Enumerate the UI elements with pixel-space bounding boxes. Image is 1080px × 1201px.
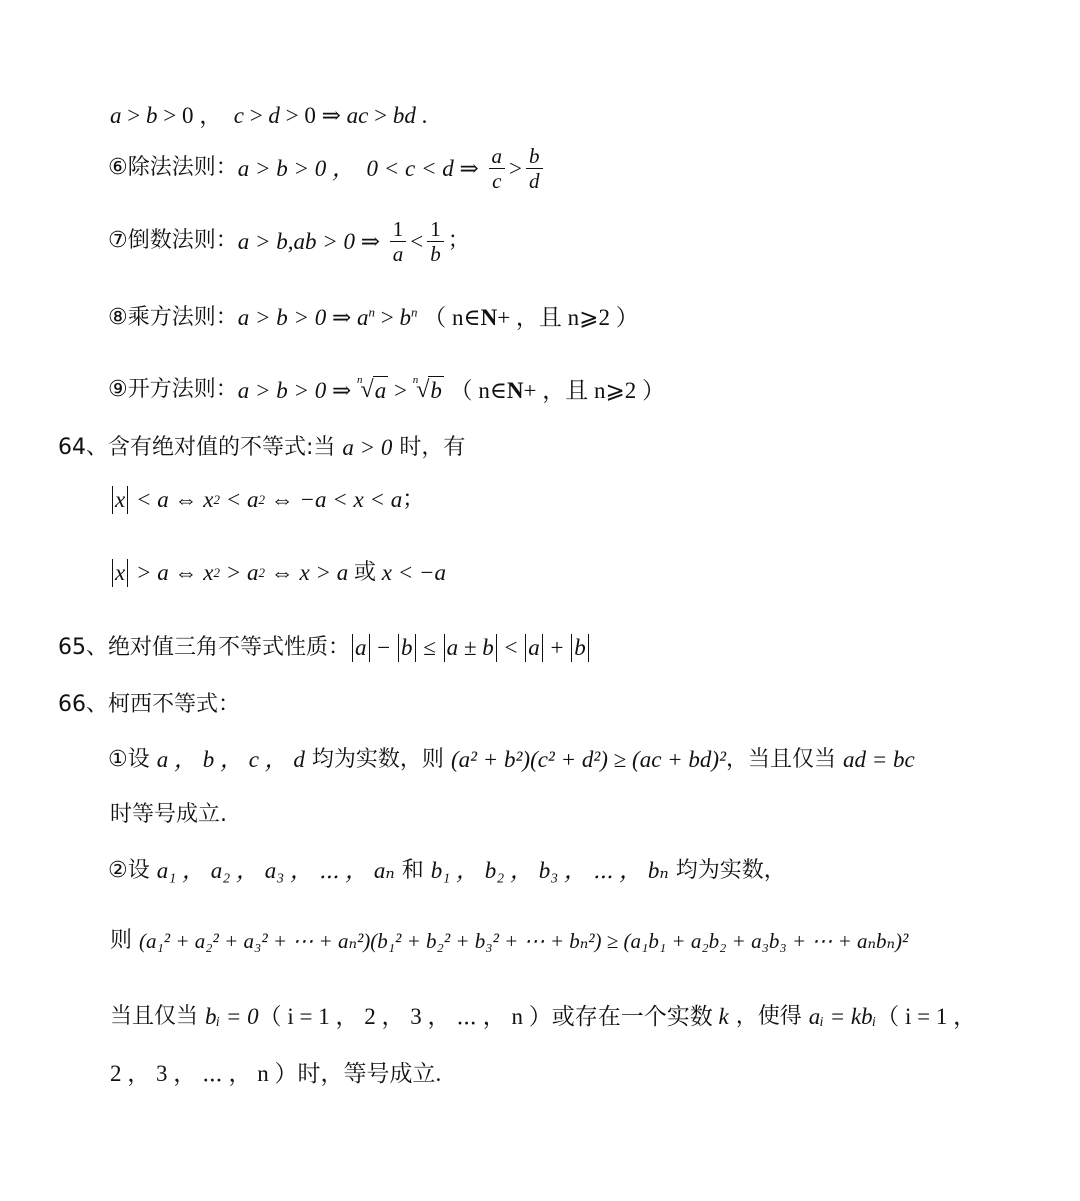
exponent: 2 [258,565,265,580]
math-text: . [415,103,428,128]
math-text: > a [219,560,259,585]
rule-label: ⑥除法法则： [108,155,238,181]
exponent: 2 [213,492,220,507]
math-text: > [375,305,400,330]
fraction [526,145,543,192]
cauchy-inequality: (a² + b²)(c² + d²) ≥ (ac + bd)² [450,747,726,772]
math-text: bᵢ = 0 [205,1004,259,1029]
rule-label: ⑨开方法则： [108,377,238,403]
abs-greater-than-line [110,559,446,587]
exponent: n [411,304,418,320]
absolute-value: x [112,559,128,587]
math-text: a > b,ab > 0 ⇒ [237,228,386,254]
item-text: 当且仅当 [110,1003,205,1029]
absolute-value: b [571,634,589,662]
section-text: 绝对值三角不等式性质： [108,634,351,660]
radical-sign: √ [360,377,374,403]
rule-label: ⑧乘方法则： [108,304,238,330]
math-text: < a ⇔ x [130,487,214,512]
denominator: a [392,242,404,267]
fraction [489,145,506,192]
math-text: aᵢ = kbᵢ [808,1004,877,1029]
power-rule-line [108,304,639,332]
math-text: bd [392,103,416,128]
math-text: ⇔ −a < x < a [264,487,403,512]
math-text: d [268,103,280,128]
absolute-value: a [525,634,543,662]
denominator: d [529,169,540,194]
math-text: （ i = 1 ， [876,1004,977,1029]
math-text: − [371,635,396,660]
section-number: 66、 [58,692,108,717]
section-66-heading [58,692,240,718]
math-text: > a ⇔ x [130,560,214,585]
item-text: ，当且仅当 [725,746,843,772]
root-rule-line [108,376,665,405]
math-text: ≤ [417,635,442,660]
section-64-heading [58,434,465,462]
rule-label: ⑦倒数法则： [108,228,238,254]
math-text: ，且 n⩾2 ） [510,305,639,330]
math-text: > [388,377,413,403]
math-text: a > b > 0 ⇒ [237,377,358,403]
absolute-value: b [398,634,416,662]
equality-condition-continued: 2 ， 3 ， ⋯ ， n ）时，等号成立. [110,1061,442,1086]
numerator: 1 [427,218,444,242]
numerator: a [489,145,506,169]
cauchy-nd-formula-line [110,928,908,954]
radicand: b [430,378,442,403]
math-text: ； [447,228,470,254]
cauchy-inequality: (a₁² + a₂² + a₃² + ⋯ + aₙ²)(b₁² + b₂² + b₃² + ⋯ + bₙ²) ≥ (a₁b₁ + a₂b₂ + a₃b₃ + ⋯ + aₙbₙ)² [139,928,909,953]
denominator: b [430,242,441,267]
section-number: 64、 [58,434,108,460]
equality-condition-text: 时等号成立. [110,802,227,827]
math-text: < [410,228,424,254]
root-index: n [357,374,363,386]
item-text: 则 [110,928,139,953]
item-text: 均为实数， [668,857,786,883]
inequality-multiplication-rule-line [110,102,427,130]
math-var: a [357,305,369,330]
math-text: > [368,103,393,128]
absolute-value: a [352,634,370,662]
natural-set-symbol: N [480,305,498,330]
item-text: ①设 [108,746,157,772]
division-rule-line [108,145,547,192]
math-text: ⇔ x > a [264,560,354,585]
numerator: b [526,145,543,169]
math-text: a > b > 0 ， 0 < c < d ⇒ [237,155,485,181]
nth-root [413,376,444,405]
math-text: ； [402,486,425,512]
math-text: c [233,103,244,128]
math-text: a₁ ， a₂ ， a₃ ， ⋯ ， aₙ [156,858,395,883]
math-text: ac [346,103,369,128]
math-text: a [110,103,122,128]
exponent: 2 [258,492,265,507]
item-text: ②设 [108,857,157,883]
math-text: + [544,635,570,660]
absolute-value: x [112,486,128,514]
absolute-value: a ± b [444,634,497,662]
root-index: n [412,374,419,386]
triangle-inequality [350,634,591,662]
fraction [390,218,407,265]
math-text: > [509,155,523,181]
item-text: ，使得 [728,1003,809,1029]
section-text: 柯西不等式： [108,692,241,717]
equality-condition-line [110,1003,976,1031]
reciprocal-rule-line [108,218,470,265]
math-text: ad = bc [842,747,915,772]
radicand: a [374,378,387,403]
math-text: （ n∈ [417,305,481,330]
math-text: b₁ ， b₂ ， b₃ ， ⋯ ， bₙ [430,858,669,883]
cauchy-2d-line [108,746,915,774]
math-text: > 0 ， [157,103,234,128]
math-text: a ， b ， c ， d [156,747,305,772]
item-text: 和 [394,857,431,883]
exponent: n [368,304,376,320]
section-text: 含有绝对值的不等式:当 [108,434,343,460]
numerator: 1 [390,218,407,242]
math-text: a > 0 [342,435,393,460]
math-text: a > b > 0 ⇒ [237,305,358,330]
math-text: < [498,635,524,660]
math-text: x < −a [375,560,446,585]
math-text: b [145,103,158,128]
section-65-line [58,634,591,662]
cauchy-nd-intro-line [108,857,786,885]
natural-set-symbol: N [506,377,524,403]
math-text [400,304,418,332]
abs-less-than-line [110,486,424,514]
math-text: > 0 ⇒ [279,103,347,128]
exponent: 2 [213,565,220,580]
math-text: k [718,1004,729,1029]
section-number: 65、 [58,634,108,660]
subscript: + [497,305,511,330]
math-text: （ n∈ [443,377,507,403]
math-text: < a [219,487,259,512]
section-text: 时，有 [392,434,466,460]
radical-sign: √ [416,377,430,403]
math-text: > [121,103,146,128]
fraction [427,218,444,265]
or-word: 或 [353,559,376,585]
math-text: ，且 n⩾2 ） [536,377,666,403]
math-text [357,304,375,332]
item-text: 均为实数，则 [304,746,451,772]
subscript: + [523,377,537,403]
math-var: b [399,305,412,330]
denominator: c [492,169,502,194]
math-text: （ i = 1 ， 2 ， 3 ， ⋯ ， n ）或存在一个实数 [258,1004,719,1029]
nth-root [357,376,388,405]
math-text: > [243,103,269,128]
